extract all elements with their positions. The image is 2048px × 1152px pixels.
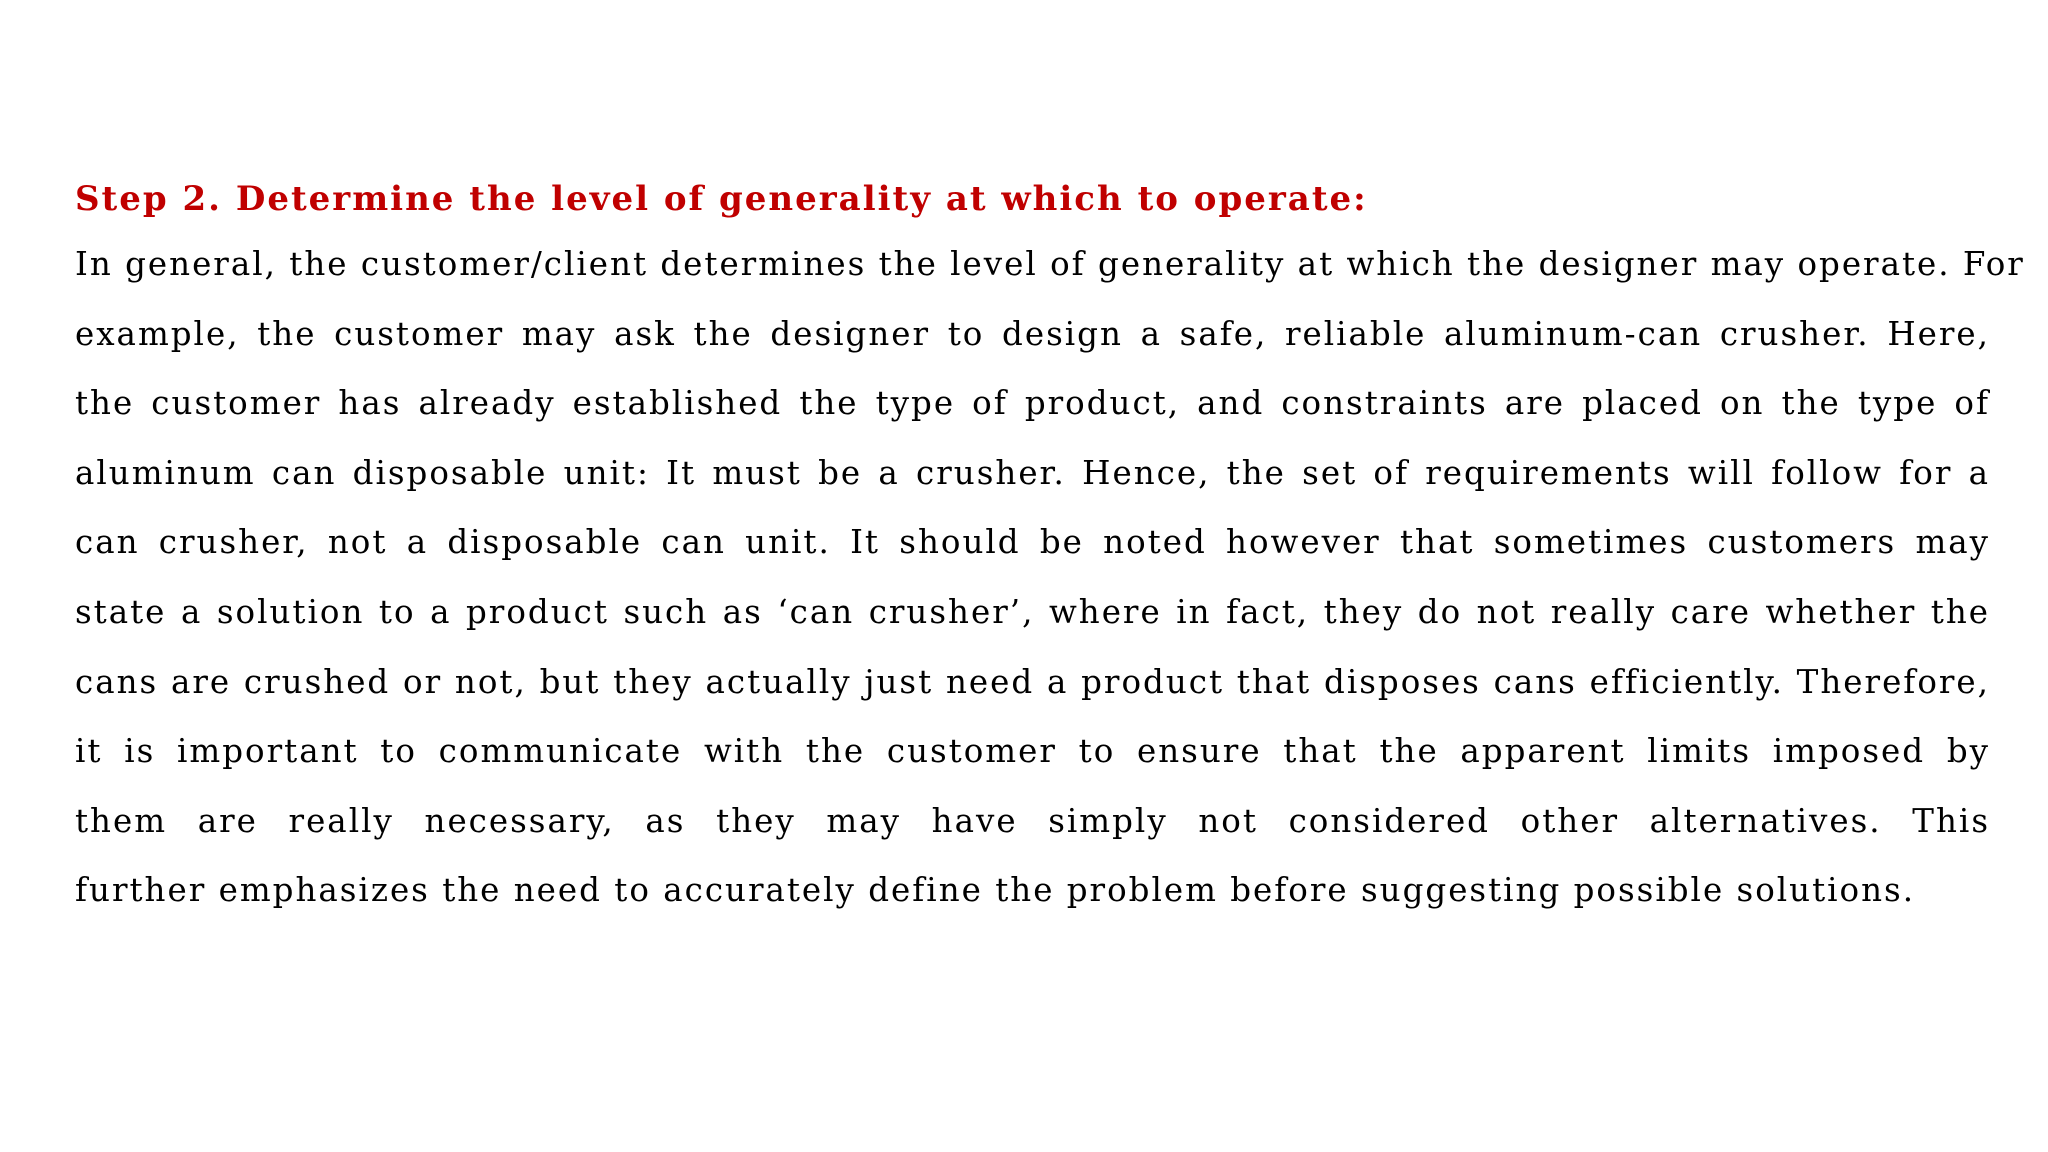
paragraph-line: example, the customer may ask the designer to design a safe, reliable aluminum-can crusher. Here, bbox=[75, 314, 1990, 353]
paragraph-line: state a solution to a product such as ‘can crusher’, where in fact, they do not really care whether the bbox=[75, 592, 1990, 631]
paragraph-line: In general, the customer/client determines the level of generality at which the designer may operate. For bbox=[75, 245, 2025, 283]
paragraph-line: can crusher, not a disposable can unit. It should be noted however that sometimes customers may bbox=[75, 523, 1990, 562]
paragraph-line: aluminum can disposable unit: It must be a crusher. Hence, the set of requirements will follow for a bbox=[75, 453, 1990, 492]
step-heading: Step 2. Determine the level of generality at which to operate: bbox=[75, 179, 1368, 219]
paragraph-line: the customer has already established the type of product, and constraints are placed on the type of bbox=[75, 384, 1990, 423]
body-paragraph bbox=[75, 230, 2025, 926]
paragraph-line: cans are crushed or not, but they actually just need a product that disposes cans efficiently. Therefore, bbox=[75, 662, 1990, 701]
paragraph-line: it is important to communicate with the customer to ensure that the apparent limits imposed by bbox=[75, 732, 1990, 771]
paragraph-line: further emphasizes the need to accurately define the problem before suggesting possible solutions. bbox=[75, 871, 1916, 910]
text-content bbox=[75, 168, 2025, 926]
paragraph-line: them are really necessary, as they may have simply not considered other alternatives. This bbox=[75, 801, 1990, 840]
